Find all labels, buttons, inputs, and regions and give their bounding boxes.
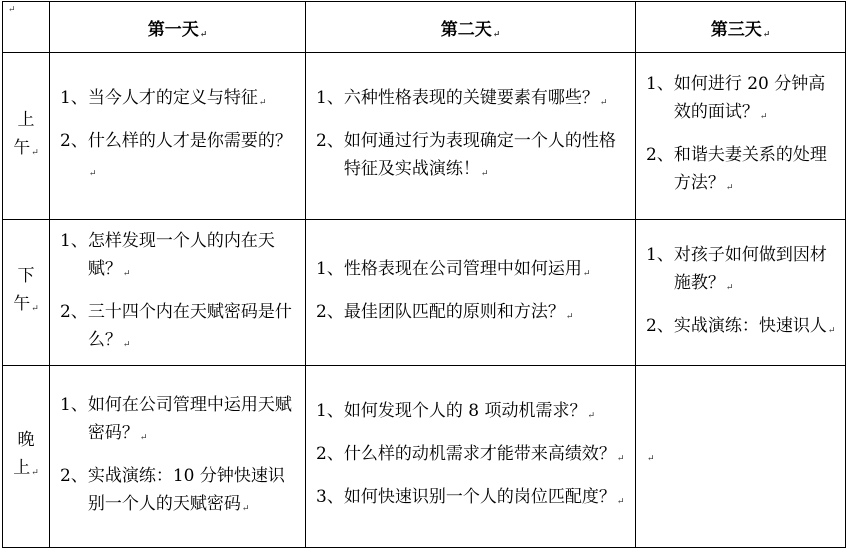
agenda-item-text	[674, 312, 839, 345]
day-2-cell	[306, 220, 636, 366]
agenda-item	[60, 227, 299, 288]
agenda-item-text	[88, 127, 299, 188]
agenda-item-text-content: 如何在公司管理中运用天赋密码？	[87, 394, 292, 443]
agenda-list	[306, 397, 635, 516]
paragraph-mark: ↵	[599, 98, 608, 108]
paragraph-mark: ↵	[258, 98, 267, 108]
agenda-item-text	[674, 70, 839, 131]
paragraph-mark: ↵	[88, 169, 97, 179]
day-1-header	[50, 2, 306, 53]
paragraph-mark: ↵	[582, 268, 591, 279]
agenda-item-text-content: 性格表现在公司管理中如何运用	[343, 258, 582, 279]
day-3-header	[636, 2, 846, 53]
day-3-cell	[636, 220, 846, 366]
period-char: 晚	[17, 430, 35, 450]
period-char: 下	[17, 266, 35, 286]
agenda-item-number: 1、	[60, 88, 88, 108]
paragraph-mark: ↵	[762, 29, 771, 40]
agenda-item-text	[344, 255, 629, 288]
agenda-item-number: 1、	[316, 258, 344, 279]
agenda-list	[50, 391, 305, 523]
period-cell	[3, 366, 50, 548]
agenda-item-number: 2、	[646, 315, 674, 336]
paragraph-mark: ↵	[199, 29, 208, 40]
agenda-item	[60, 84, 299, 117]
agenda-item-text-content: 实战演练：快速识人	[673, 315, 827, 336]
period-char-text: 午	[13, 294, 31, 314]
period-char	[5, 134, 47, 167]
agenda-item-text-content: 如何进行 20 分钟高效的面试？	[673, 74, 826, 122]
period-char: 上	[17, 109, 35, 130]
agenda-item	[316, 483, 629, 516]
day-1-cell	[50, 53, 306, 220]
agenda-item	[60, 462, 299, 523]
agenda-item	[646, 70, 839, 131]
agenda-item-number: 2、	[316, 131, 344, 151]
agenda-item	[60, 127, 299, 188]
agenda-item	[60, 298, 299, 359]
schedule-table	[2, 1, 846, 548]
paragraph-mark: ↵	[759, 112, 768, 122]
agenda-item-text	[344, 440, 629, 473]
agenda-item-text	[344, 298, 629, 331]
paragraph-mark: ↵	[725, 282, 734, 293]
paragraph-mark: ↵	[827, 325, 836, 336]
agenda-item-text-content: 什么样的动机需求才能带来高绩效？	[343, 444, 616, 464]
period-char-text: 午	[13, 137, 31, 158]
paragraph-mark: ↵	[725, 183, 734, 193]
day-1-cell	[50, 366, 306, 548]
agenda-item-text	[88, 298, 299, 359]
agenda-item-number: 2、	[60, 301, 88, 322]
period-cell	[3, 53, 50, 220]
agenda-item-text-content: 最佳团队匹配的原则和方法？	[343, 301, 565, 322]
paragraph-mark: ↵	[647, 454, 655, 464]
agenda-item	[316, 397, 629, 430]
agenda-item-text-content: 怎样发现一个人的内在天赋？	[87, 230, 275, 279]
agenda-item-number: 2、	[646, 145, 674, 165]
agenda-item-text-content: 如何发现个人的 8 项动机需求？	[343, 401, 587, 421]
agenda-item-number: 3、	[316, 487, 344, 507]
agenda-item-text	[344, 127, 629, 188]
agenda-item	[60, 391, 299, 452]
agenda-list	[50, 227, 305, 359]
agenda-item-text	[344, 483, 629, 516]
day-2-cell	[306, 53, 636, 220]
paragraph-mark: ↵	[587, 411, 595, 421]
agenda-item-text	[88, 391, 299, 452]
paragraph-mark: ↵	[8, 5, 16, 15]
agenda-item-text-content: 实战演练：10 分钟快速识别一个人的天赋密码	[87, 465, 285, 514]
agenda-item	[646, 141, 839, 202]
paragraph-mark: ↵	[480, 169, 489, 179]
agenda-item-number: 2、	[316, 444, 344, 464]
agenda-item-number: 1、	[60, 394, 88, 415]
agenda-item-number: 1、	[316, 401, 344, 421]
agenda-list	[306, 255, 635, 331]
agenda-item-number: 2、	[60, 465, 88, 486]
agenda-item-text	[88, 84, 299, 117]
agenda-item-text-content: 当今人才的定义与特征	[87, 88, 258, 108]
schedule-row-afternoon	[3, 220, 846, 366]
agenda-item-text-content: 三十四个内在天赋密码是什么？	[87, 301, 292, 350]
agenda-item-text	[674, 141, 839, 202]
agenda-list	[50, 84, 305, 188]
paragraph-mark: ↵	[616, 454, 625, 464]
agenda-item-number: 1、	[316, 88, 344, 108]
schedule-row-morning	[3, 53, 846, 220]
paragraph-mark: ↵	[565, 311, 574, 322]
period-char-text: 上	[13, 458, 31, 478]
agenda-item	[316, 298, 629, 331]
agenda-item-number: 2、	[60, 131, 88, 151]
agenda-item	[646, 241, 839, 302]
paragraph-mark: ↵	[241, 503, 250, 514]
agenda-item-text	[674, 241, 839, 302]
day-2-label: 第二天	[440, 19, 492, 40]
period-char	[5, 290, 47, 323]
day-3-cell	[636, 366, 846, 548]
day-3-cell	[636, 53, 846, 220]
agenda-item	[316, 440, 629, 473]
agenda-item-number: 1、	[646, 74, 674, 94]
agenda-item	[646, 312, 839, 345]
agenda-item-text-content: 如何通过行为表现确定一个人的性格特征及实战演练！	[343, 131, 616, 179]
agenda-item-text	[88, 462, 299, 523]
day-2-header	[306, 2, 636, 53]
paragraph-mark: ↵	[31, 468, 39, 478]
agenda-list	[306, 84, 635, 188]
paragraph-mark: ↵	[122, 268, 131, 279]
agenda-item-text-content: 什么样的人才是你需要的？	[87, 131, 292, 151]
day-3-label: 第三天	[710, 19, 762, 40]
period-cell	[3, 220, 50, 366]
period-char	[5, 454, 47, 487]
paragraph-mark: ↵	[616, 497, 625, 507]
agenda-item	[316, 127, 629, 188]
agenda-item-number: 1、	[646, 244, 674, 265]
agenda-item-number: 2、	[316, 301, 344, 322]
agenda-item-text	[344, 397, 629, 430]
agenda-item	[316, 255, 629, 288]
agenda-item-number: 1、	[60, 230, 88, 251]
paragraph-mark: ↵	[492, 29, 501, 40]
agenda-item-text-content: 如何快速识别一个人的岗位匹配度？	[343, 487, 616, 507]
day-2-cell	[306, 366, 636, 548]
day-1-cell	[50, 220, 306, 366]
paragraph-mark: ↵	[122, 339, 131, 350]
header-row	[3, 2, 846, 53]
agenda-item	[316, 84, 629, 117]
agenda-item-text-content: 六种性格表现的关键要素有哪些？	[343, 88, 599, 108]
agenda-list	[636, 241, 845, 345]
agenda-item-text-content: 对孩子如何做到因材施教？	[673, 244, 827, 293]
agenda-item-text	[88, 227, 299, 288]
paragraph-mark: ↵	[31, 147, 39, 158]
agenda-item-text	[344, 84, 629, 117]
paragraph-mark: ↵	[139, 432, 148, 443]
day-1-label: 第一天	[147, 19, 199, 40]
agenda-item-text-content: 和谐夫妻关系的处理方法？	[673, 145, 827, 193]
agenda-list	[636, 70, 845, 202]
schedule-row-evening	[3, 366, 846, 548]
corner-cell	[3, 2, 50, 53]
paragraph-mark: ↵	[31, 304, 39, 314]
